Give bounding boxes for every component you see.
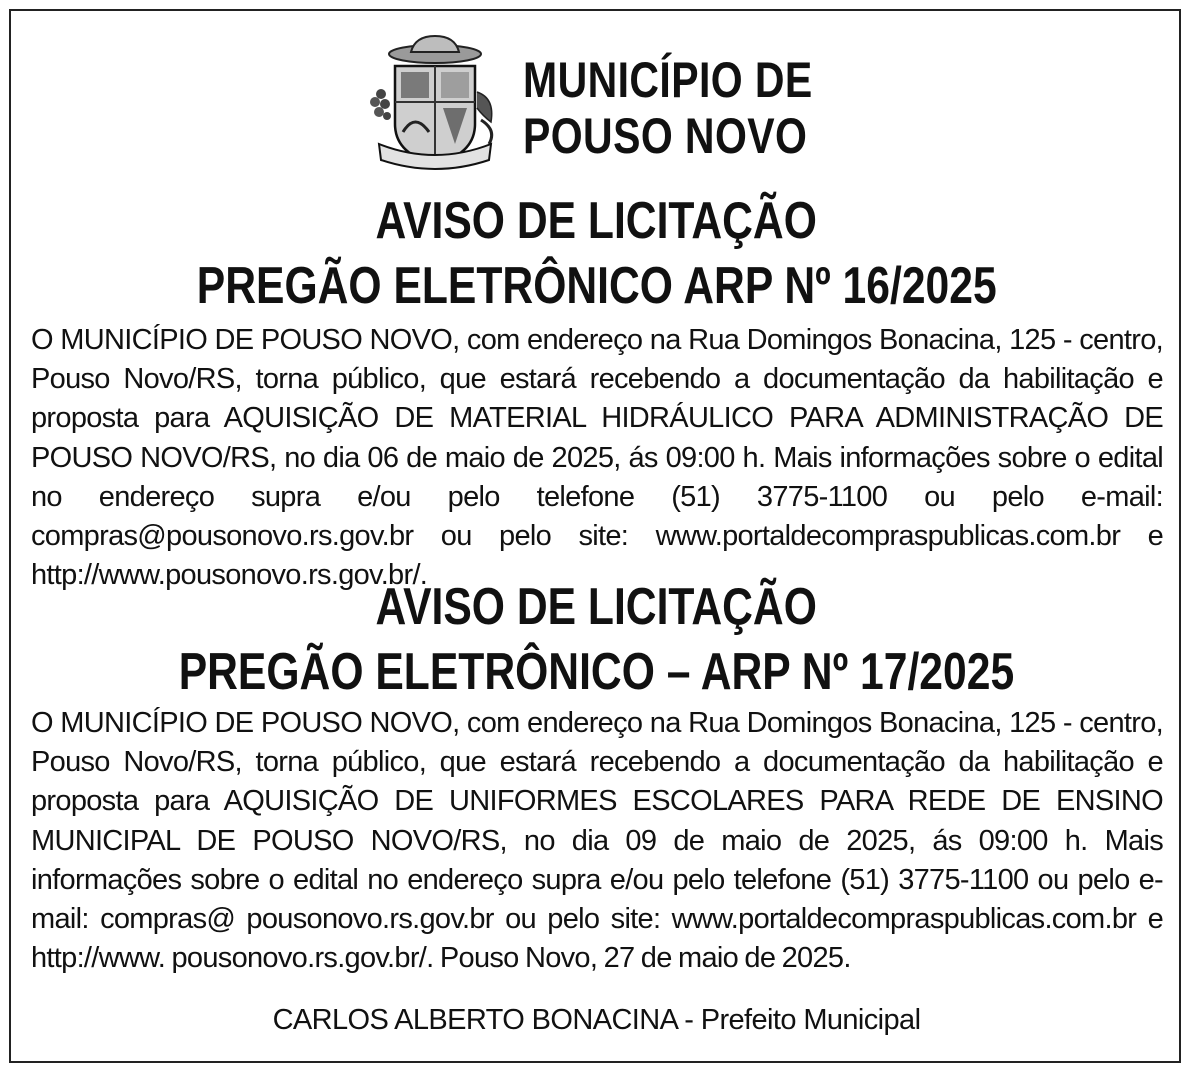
notice-2-title: AVISO DE LICITAÇÃO — [375, 578, 818, 636]
coat-of-arms-icon — [365, 32, 505, 172]
notice-1-title: AVISO DE LICITAÇÃO — [375, 192, 818, 250]
notice-2-subtitle: PREGÃO ELETRÔNICO – ARP Nº 17/2025 — [178, 643, 1015, 701]
signature: CARLOS ALBERTO BONACINA - Prefeito Municipal — [272, 1004, 921, 1036]
municipality-name — [523, 52, 813, 164]
notice-2-body: O MUNICÍPIO DE POUSO NOVO, com endereço na Rua Domingos Bonacina, 125 - centro, Pouso Novo/RS, torna público, que estará recebendo a documentação da habilitação e proposta para AQUISIÇÃO DE UNIFORMES ESCOLARES PARA REDE DE ENSINO MUNICIPAL DE POUSO NOVO/RS, no dia 09 de maio de 2025, ás 09:00 h. Mais informações sobre o edital no endereço supra e/ou pelo telefone (51) 3775-1100 ou pelo e-mail: compras@ pousonovo.rs.gov.br ou pelo site: www.portaldecompraspublicas.com.br e http://www. pousonovo.rs.gov.br/. Pouso Novo, 27 de maio de 2025. — [31, 707, 1163, 975]
municipality-line-1: MUNICÍPIO DE — [523, 52, 813, 108]
municipality-line-2: POUSO NOVO — [523, 108, 808, 164]
notice-1-body: O MUNICÍPIO DE POUSO NOVO, com endereço na Rua Domingos Bonacina, 125 - centro, Pouso Novo/RS, torna público, que estará recebendo a documentação da habilitação e proposta para AQUISIÇÃO DE MATERIAL HIDRÁULICO PARA ADMINISTRAÇÃO DE POUSO NOVO/RS, no dia 06 de maio de 2025, ás 09:00 h. Mais informações sobre o edital no endereço supra e/ou pelo telefone (51) 3775-1100 ou pelo e-mail: compras@pousonovo.rs.gov.br ou pelo site: www.portaldecompraspublicas.com.br e http://www.pousonovo.rs.gov.br/. — [31, 324, 1163, 592]
header — [365, 32, 835, 172]
notice-1-subtitle: PREGÃO ELETRÔNICO ARP Nº 16/2025 — [196, 257, 997, 315]
